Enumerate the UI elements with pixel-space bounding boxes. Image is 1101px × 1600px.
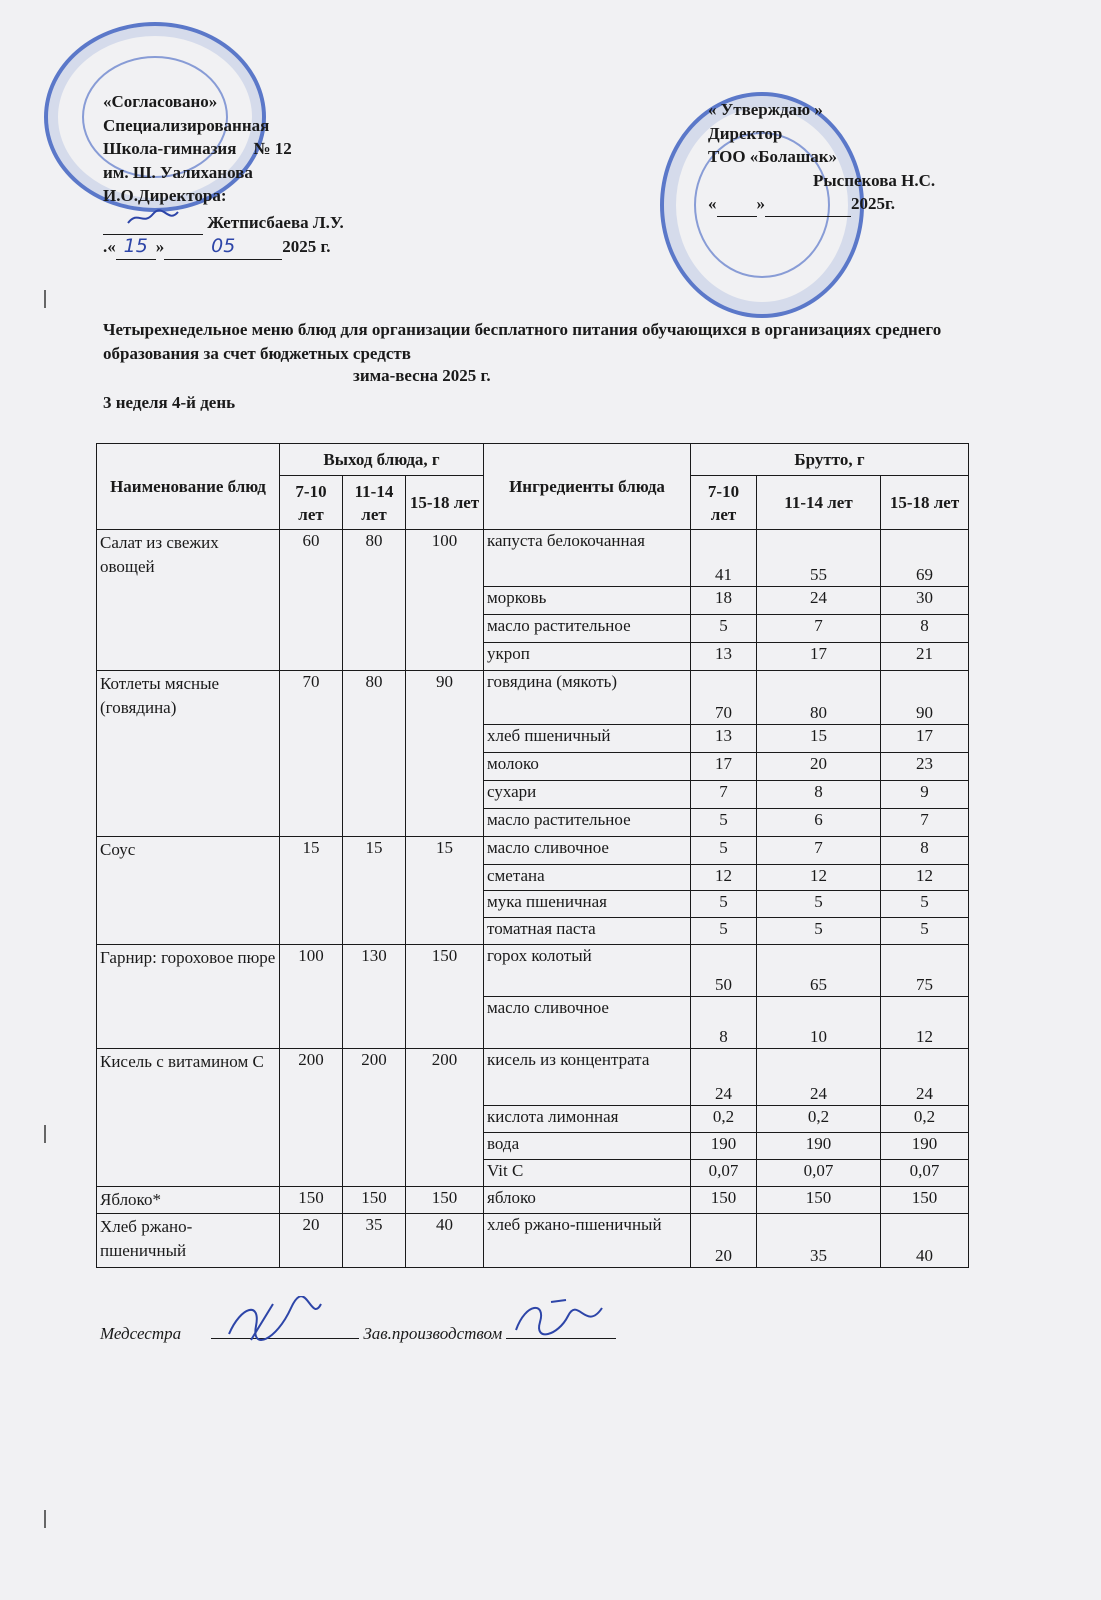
- header-dish-name: Наименование блюд: [97, 444, 280, 530]
- ingredient-gross-11-14: 24: [757, 587, 881, 615]
- header-age-15-18: 15-18 лет: [406, 476, 484, 530]
- ingredient-gross-15-18: 8: [881, 837, 969, 865]
- ingredient-name: яблоко: [484, 1187, 691, 1214]
- ingredient-name: говядина (мякоть): [484, 671, 691, 725]
- ingredient-gross-11-14: 190: [757, 1133, 881, 1160]
- ingredient-gross-7-10: 24: [691, 1049, 757, 1106]
- header-age-11-14: 11-14 лет: [343, 476, 406, 530]
- ingredient-gross-7-10: 5: [691, 837, 757, 865]
- dish-yield-7-10: 200: [280, 1049, 343, 1187]
- dish-yield-7-10: 20: [280, 1214, 343, 1268]
- dish-yield-7-10: 15: [280, 837, 343, 945]
- ingredient-gross-15-18: 24: [881, 1049, 969, 1106]
- ingredient-gross-7-10: 5: [691, 615, 757, 643]
- margin-mark: [44, 1125, 46, 1143]
- table-row: [97, 1214, 969, 1268]
- ingredient-name: укроп: [484, 643, 691, 671]
- ingredient-gross-15-18: 5: [881, 918, 969, 945]
- nurse-label: Медсестра: [100, 1324, 182, 1343]
- ingredient-gross-7-10: 190: [691, 1133, 757, 1160]
- ingredient-gross-11-14: 35: [757, 1214, 881, 1268]
- ingredient-gross-11-14: 17: [757, 643, 881, 671]
- ingredient-gross-15-18: 190: [881, 1133, 969, 1160]
- ingredient-name: морковь: [484, 587, 691, 615]
- header-gross-age-7-10: 7-10 лет: [691, 476, 757, 530]
- ingredient-gross-11-14: 6: [757, 809, 881, 837]
- ingredient-gross-11-14: 8: [757, 781, 881, 809]
- school-line-2: Школа-гимназия № 12: [103, 139, 292, 158]
- right-date-line: [708, 192, 978, 217]
- ingredient-name: сметана: [484, 865, 691, 891]
- ingredient-gross-15-18: 17: [881, 725, 969, 753]
- header-gross-age-11-14: 11-14 лет: [757, 476, 881, 530]
- ingredient-name: капуста белокочанная: [484, 530, 691, 587]
- ingredient-name: масло сливочное: [484, 997, 691, 1049]
- ingredient-gross-15-18: 12: [881, 865, 969, 891]
- ingredient-name: масло растительное: [484, 615, 691, 643]
- dish-yield-15-18: 15: [406, 837, 484, 945]
- ingredient-gross-7-10: 8: [691, 997, 757, 1049]
- ingredient-gross-7-10: 70: [691, 671, 757, 725]
- ingredient-gross-15-18: 150: [881, 1187, 969, 1214]
- ingredient-gross-15-18: 0,07: [881, 1160, 969, 1187]
- menu-table: [96, 443, 969, 1268]
- ingredient-gross-7-10: 13: [691, 643, 757, 671]
- ingredient-gross-11-14: 24: [757, 1049, 881, 1106]
- ingredient-gross-15-18: 40: [881, 1214, 969, 1268]
- production-head-label: Зав.производством: [363, 1324, 503, 1343]
- margin-mark: [44, 290, 46, 308]
- left-date-open-quote: .«: [103, 237, 116, 256]
- ingredient-name: мука пшеничная: [484, 891, 691, 918]
- header-yield: Выход блюда, г: [280, 444, 484, 476]
- ingredient-gross-15-18: 5: [881, 891, 969, 918]
- ingredient-gross-7-10: 7: [691, 781, 757, 809]
- ingredient-name: хлеб ржано-пшеничный: [484, 1214, 691, 1268]
- menu-title: Четырехнедельное меню блюд для организации бесплатного питания обучающихся в организациях среднего образования за счет бюджетных средств: [103, 320, 942, 363]
- ingredient-gross-15-18: 12: [881, 997, 969, 1049]
- left-signature-line: [103, 208, 344, 236]
- production-head-signature: [506, 1320, 616, 1339]
- right-date-year: 2025г.: [851, 194, 896, 213]
- week-day-label: 3 неделя 4-й день: [103, 393, 236, 412]
- ingredient-gross-15-18: 9: [881, 781, 969, 809]
- dish-yield-7-10: 100: [280, 945, 343, 1049]
- header-age-7-10: 7-10 лет: [280, 476, 343, 530]
- ingredient-gross-11-14: 5: [757, 891, 881, 918]
- table-row: [97, 530, 969, 587]
- dish-yield-7-10: 70: [280, 671, 343, 837]
- left-signatory-name: Жетписбаева Л.У.: [207, 212, 344, 232]
- ingredient-gross-7-10: 50: [691, 945, 757, 997]
- nurse-signature: [211, 1320, 359, 1339]
- ingredient-name: горох колотый: [484, 945, 691, 997]
- dish-yield-15-18: 150: [406, 1187, 484, 1214]
- ingredient-gross-7-10: 18: [691, 587, 757, 615]
- approval-right-block: [708, 98, 978, 217]
- table-row: [97, 837, 969, 865]
- ingredient-gross-11-14: 5: [757, 918, 881, 945]
- dish-yield-15-18: 100: [406, 530, 484, 671]
- director-title: Директор: [708, 123, 783, 143]
- table-row: [97, 945, 969, 997]
- ingredient-name: масло растительное: [484, 809, 691, 837]
- dish-yield-11-14: 200: [343, 1049, 406, 1187]
- ingredient-gross-7-10: 5: [691, 809, 757, 837]
- footer-signatures: [100, 1320, 616, 1344]
- ingredient-gross-7-10: 12: [691, 865, 757, 891]
- dish-name: Хлеб ржано-пшеничный: [97, 1214, 280, 1268]
- ingredient-gross-7-10: 0,07: [691, 1160, 757, 1187]
- ingredient-name: кислота лимонная: [484, 1106, 691, 1133]
- company-name: ТОО «Болашак»: [708, 147, 838, 166]
- header-ingredients: Ингредиенты блюда: [484, 444, 691, 530]
- ingredient-name: томатная паста: [484, 918, 691, 945]
- table-row: [97, 1187, 969, 1214]
- ingredient-gross-15-18: 69: [881, 530, 969, 587]
- ingredient-gross-7-10: 0,2: [691, 1106, 757, 1133]
- ingredient-gross-7-10: 5: [691, 918, 757, 945]
- right-date-open-quote: «: [708, 194, 717, 213]
- ingredient-gross-11-14: 150: [757, 1187, 881, 1214]
- ingredient-gross-11-14: 20: [757, 753, 881, 781]
- dish-yield-11-14: 80: [343, 671, 406, 837]
- ingredient-gross-11-14: 12: [757, 865, 881, 891]
- ingredient-gross-7-10: 13: [691, 725, 757, 753]
- right-signatory-name: Рыспекова Н.С.: [813, 170, 936, 190]
- school-line-1: Специализированная: [103, 115, 270, 135]
- table-row: [97, 671, 969, 725]
- ingredient-name: вода: [484, 1133, 691, 1160]
- ingredient-gross-11-14: 7: [757, 837, 881, 865]
- ingredient-gross-11-14: 0,2: [757, 1106, 881, 1133]
- ingredient-gross-7-10: 41: [691, 530, 757, 587]
- agreed-label: «Согласовано»: [103, 92, 218, 111]
- ingredient-name: Vit C: [484, 1160, 691, 1187]
- left-date-year: 2025 г.: [282, 237, 331, 256]
- dish-yield-15-18: 200: [406, 1049, 484, 1187]
- dish-yield-11-14: 130: [343, 945, 406, 1049]
- ingredient-gross-15-18: 90: [881, 671, 969, 725]
- ingredient-name: хлеб пшеничный: [484, 725, 691, 753]
- left-signature-mark: [103, 208, 203, 236]
- dish-yield-11-14: 35: [343, 1214, 406, 1268]
- ingredient-gross-11-14: 0,07: [757, 1160, 881, 1187]
- ingredient-gross-15-18: 75: [881, 945, 969, 997]
- dish-name: Салат из свежих овощей: [97, 530, 280, 671]
- ingredient-name: кисель из концентрата: [484, 1049, 691, 1106]
- dish-yield-11-14: 150: [343, 1187, 406, 1214]
- acting-director-label: И.О.Директора:: [103, 186, 227, 205]
- ingredient-gross-7-10: 17: [691, 753, 757, 781]
- ingredient-gross-7-10: 20: [691, 1214, 757, 1268]
- dish-yield-15-18: 40: [406, 1214, 484, 1268]
- ingredient-name: сухари: [484, 781, 691, 809]
- dish-yield-7-10: 150: [280, 1187, 343, 1214]
- left-date-close-quote: »: [155, 237, 165, 256]
- approval-left-block: [103, 90, 344, 260]
- ingredient-gross-11-14: 7: [757, 615, 881, 643]
- dish-name: Кисель с витамином С: [97, 1049, 280, 1187]
- ingredient-gross-15-18: 21: [881, 643, 969, 671]
- ingredient-gross-15-18: 0,2: [881, 1106, 969, 1133]
- ingredient-gross-11-14: 15: [757, 725, 881, 753]
- dish-yield-15-18: 90: [406, 671, 484, 837]
- dish-name: Котлеты мясные (говядина): [97, 671, 280, 837]
- dish-yield-7-10: 60: [280, 530, 343, 671]
- dish-yield-11-14: 15: [343, 837, 406, 945]
- table-row: [97, 1049, 969, 1106]
- left-date-day: 15: [116, 235, 156, 260]
- dish-yield-15-18: 150: [406, 945, 484, 1049]
- ingredient-gross-11-14: 55: [757, 530, 881, 587]
- right-date-close-quote: »: [756, 194, 765, 213]
- left-date-month: 05: [164, 235, 282, 260]
- dish-yield-11-14: 80: [343, 530, 406, 671]
- ingredient-name: масло сливочное: [484, 837, 691, 865]
- ingredient-gross-15-18: 7: [881, 809, 969, 837]
- header-gross: Брутто, г: [691, 444, 969, 476]
- menu-table-body: [97, 530, 969, 1268]
- left-date-line: [103, 235, 344, 260]
- ingredient-gross-7-10: 5: [691, 891, 757, 918]
- ingredient-name: молоко: [484, 753, 691, 781]
- ingredient-gross-11-14: 10: [757, 997, 881, 1049]
- dish-name: Соус: [97, 837, 280, 945]
- margin-mark: [44, 1510, 46, 1528]
- ingredient-gross-7-10: 150: [691, 1187, 757, 1214]
- ingredient-gross-11-14: 80: [757, 671, 881, 725]
- dish-name: Яблоко*: [97, 1187, 280, 1214]
- ingredient-gross-15-18: 30: [881, 587, 969, 615]
- ingredient-gross-15-18: 8: [881, 615, 969, 643]
- dish-name: Гарнир: гороховое пюре: [97, 945, 280, 1049]
- menu-season: зима-весна 2025 г.: [353, 366, 491, 385]
- ingredient-gross-11-14: 65: [757, 945, 881, 997]
- ingredient-gross-15-18: 23: [881, 753, 969, 781]
- header-gross-age-15-18: 15-18 лет: [881, 476, 969, 530]
- approve-label: « Утверждаю »: [708, 100, 823, 119]
- school-line-3: им. Ш. Уалиханова: [103, 162, 253, 182]
